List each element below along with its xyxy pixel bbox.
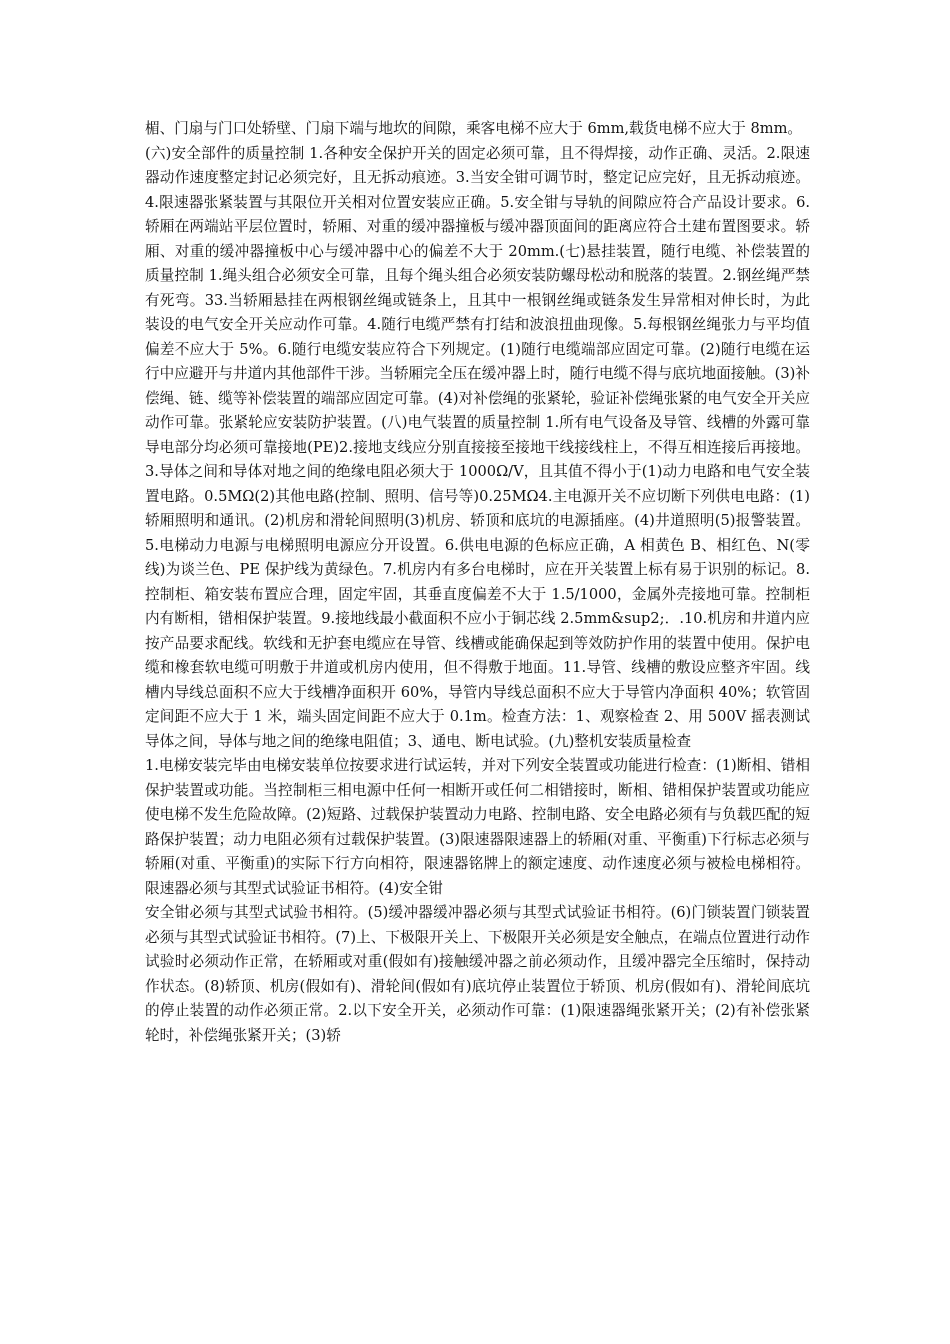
paragraph-door-gap: 楣、门扇与门口处轿壁、门扇下端与地坎的间隙，乘客电梯不应大于 6mm,载货电梯不应大于 8mm。 (145, 120, 803, 137)
document-page (145, 117, 810, 1048)
paragraph-trial-run: 1.电梯安装完毕由电梯安装单位按要求进行试运转，并对下列安全装置或功能进行检查：(1)断相、错相保护装置或功能。当控制柜三相电源中任何一相断开或任何二相错接时，断相、错相保护装置或功能应使电梯不发生危险故障。(2)短路、过载保护装置动力电路、控制电路、安全电路必须有与负载匹配的短路保护装置；动力电阻必须有过载保护装置。(3)限速器限速器上的轿厢(对重、平衡重)下行标志必须与轿厢(对重、平衡重)的实际下行方向相符，限速器铭牌上的额定速度、动作速度必须与被检电梯相符。限速器必须与其型式试验证书相符。(4)安全钳 (145, 757, 810, 897)
paragraph-safety-components: (六)安全部件的质量控制 1.各种安全保护开关的固定必须可靠，且不得焊接，动作正确、灵活。2.限速器动作速度整定封记必须完好，且无拆动痕迹。3.当安全钳可调节时，整定记应完好，且无拆动痕迹。4.限速器张紧装置与其限位开关相对位置安装应正确。5.安全钳与导轨的间隙应符合产品设计要求。6.轿厢在两端站平层位置时，轿厢、对重的缓冲器撞板与缓冲器顶面间的距离应符合土建布置图要求。轿厢、对重的缓冲器撞板中心与缓冲器中心的偏差不大于 20mm.(七)悬挂装置，随行电缆、补偿装置的质量控制 1.绳头组合必须安全可靠，且每个绳头组合必须安装防螺母松动和脱落的装置。2.钢丝绳严禁有死弯。33.当轿厢悬挂在两根钢丝绳或链条上，且其中一根钢丝绳或链条发生异常相对伸长时，为此装设的电气安全开关应动作可靠。4.随行电缆严禁有打结和波浪扭曲现像。5.每根钢丝绳张力与平均值偏差不应大于 5%。6.随行电缆安装应符合下列规定。(1)随行电缆端部应固定可靠。(2)随行电缆在运行中应避开与井道内其他部件干涉。当轿厢完全压在缓冲器上时，随行电缆不得与底坑地面接触。(3)补偿绳、链、缆等补偿装置的端部应固定可靠。(4)对补偿绳的张紧轮，验证补偿绳张紧的电气安全开关应动作可靠。张紧轮应安装防护装置。(八)电气装置的质量控制 1.所有电气设备及导管、线槽的外露可靠导电部分均必须可靠接地(PE)2.接地支线应分别直接接至接地干线接线柱上，不得互相连接后再接地。3.导体之间和导体对地之间的绝缘电阻必须大于 1000Ω/V，且其值不得小于(1)动力电路和电气安全装置电路。0.5MΩ(2)其他电路(控制、照明、信号等)0.25MΩ4.主电源开关不应切断下列供电电路：(1)轿厢照明和通讯。(2)机房和滑轮间照明(3)机房、轿顶和底坑的电源插座。(4)井道照明(5)报警装置。5.电梯动力电源与电梯照明电源应分开设置。6.供电电源的色标应正确，A 相黄色 B、相红色、N(零线)为谈兰色、PE 保护线为黄绿色。7.机房内有多台电梯时，应在开关装置上标有易于识别的标记。8.控制柜、箱安装布置应合理，固定牢固，其垂直度偏差不大于 1.5/1000，金属外壳接地可靠。控制柜内有断相，错相保护装置。9.接地线最小截面积不应小于铜芯线 2.5mm&sup2;．.10.机房和井道内应按产品要求配线。软线和无护套电缆应在导管、线槽或能确保起到等效防护作用的装置中使用。保护电缆和橡套软电缆可明敷于井道或机房内使用，但不得敷于地面。11.导管、线槽的敷设应整齐牢固。线槽内导线总面积不应大于线槽净面积开 60%，导管内导线总面积不应大于导管内净面积 40%；软管固定间距不应大于 1 米，端头固定间距不应大于 0.1m。检查方法：1、观察检查 2、用 500V 摇表测试导体之间，导体与地之间的绝缘电阻值；3、通电、断电试验。(九)整机安装质量检查 (145, 144, 810, 750)
paragraph-safety-gear: 安全钳必须与其型式试验书相符。(5)缓冲器缓冲器必须与其型式试验证书相符。(6)门锁装置门锁装置必须与其型式试验证书相符。(7)上、下极限开关上、下极限开关必须是安全触点，在端点位置进行动作试验时必须动作正常，在轿厢或对重(假如有)接触缓冲器之前必须动作，且缓冲器完全压缩时，保持动作状态。(8)轿顶、机房(假如有)、滑轮间(假如有)底坑停止装置位于轿顶、机房(假如有)、滑轮间底坑的停止装置的动作必须正常。2.以下安全开关，必须动作可靠：(1)限速器绳张紧开关；(2)有补偿张紧轮时，补偿绳张紧开关；(3)轿 (145, 904, 810, 1044)
